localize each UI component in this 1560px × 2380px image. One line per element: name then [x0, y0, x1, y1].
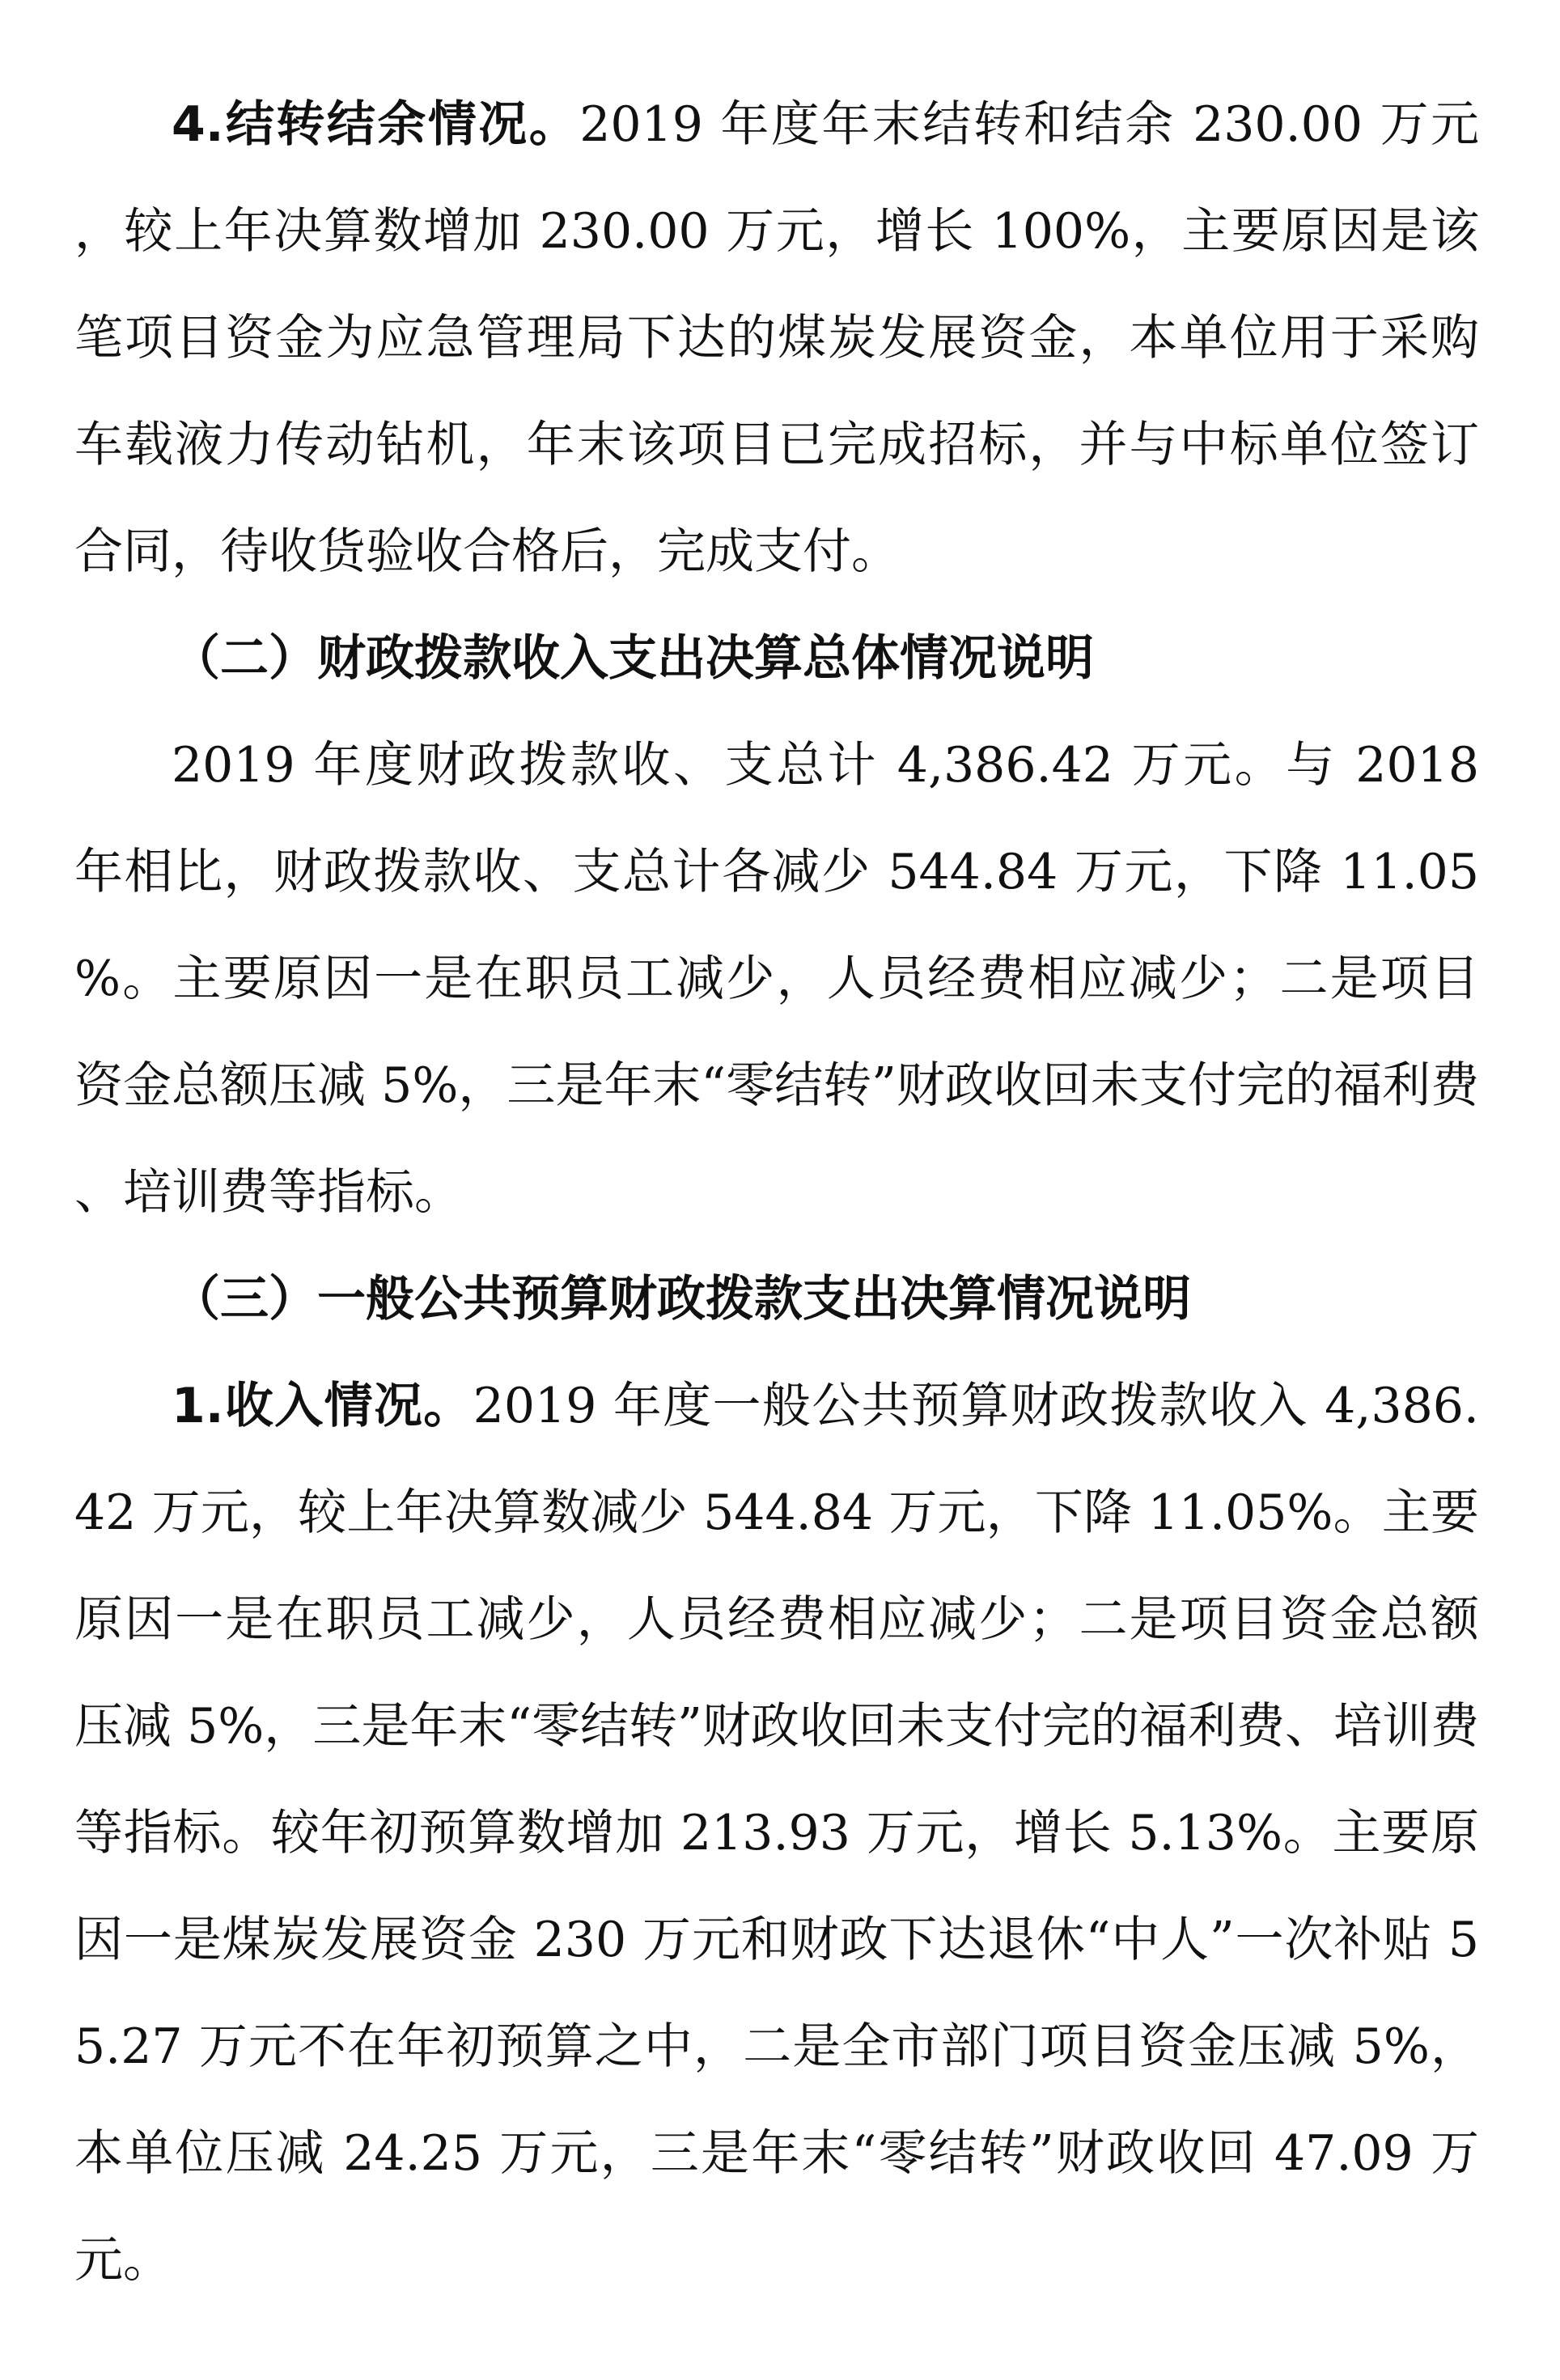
paragraph-income [74, 1353, 1479, 2314]
paragraph-body-carryover: 2019 年度年末结转和结余 230.00 万元，较上年决算数增加 230.00 万元，增长 100%，主要原因是该笔项目资金为应急管理局下达的煤炭发展资金，本单位用于采购车载液力传动钻机，年末该项目已完成招标，并与中标单位签订合同，待收货验收合格后，完成支付。 [74, 96, 1479, 580]
paragraph-fiscal-overview: 2019 年度财政拨款收、支总计 4,386.42 万元。与 2018 年相比，财政拨款收、支总计各减少 544.84 万元，下降 11.05%。主要原因一是在职员工减少，人员经费相应减少；二是项目资金总额压减 5%，三是年末“零结转”财政收回未支付完的福利费、培训费等指标。 [74, 737, 1479, 1221]
paragraph-carryover-balance [74, 71, 1479, 605]
paragraph-body-income: 2019 年度一般公共预算财政拨款收入 4,386.42 万元，较上年决算数减少 544.84 万元，下降 11.05%。主要原因一是在职员工减少，人员经费相应减少；二是项目资金总额压减 5%，三是年末“零结转”财政收回未支付完的福利费、培训费等指标。较年初预算数增加 213.93 万元，增长 5.13%。主要原因一是煤炭发展资金 230 万元和财政下达退休“中人”一次补贴 55.27 万元不在年初预算之中，二是全市部门项目资金压减 5%，本单位压减 24.25 万元，三是年末“零结转”财政收回 47.09 万元。 [74, 1378, 1479, 2289]
paragraph-lead-carryover: 4.结转结余情况。 [172, 96, 580, 153]
section-heading-general-budget: （三）一般公共预算财政拨款支出决算情况说明 [172, 1271, 1191, 1328]
section-heading-fiscal-overview: （二）财政拨款收入支出决算总体情况说明 [172, 630, 1094, 687]
paragraph-lead-income: 1.收入情况。 [172, 1378, 473, 1434]
